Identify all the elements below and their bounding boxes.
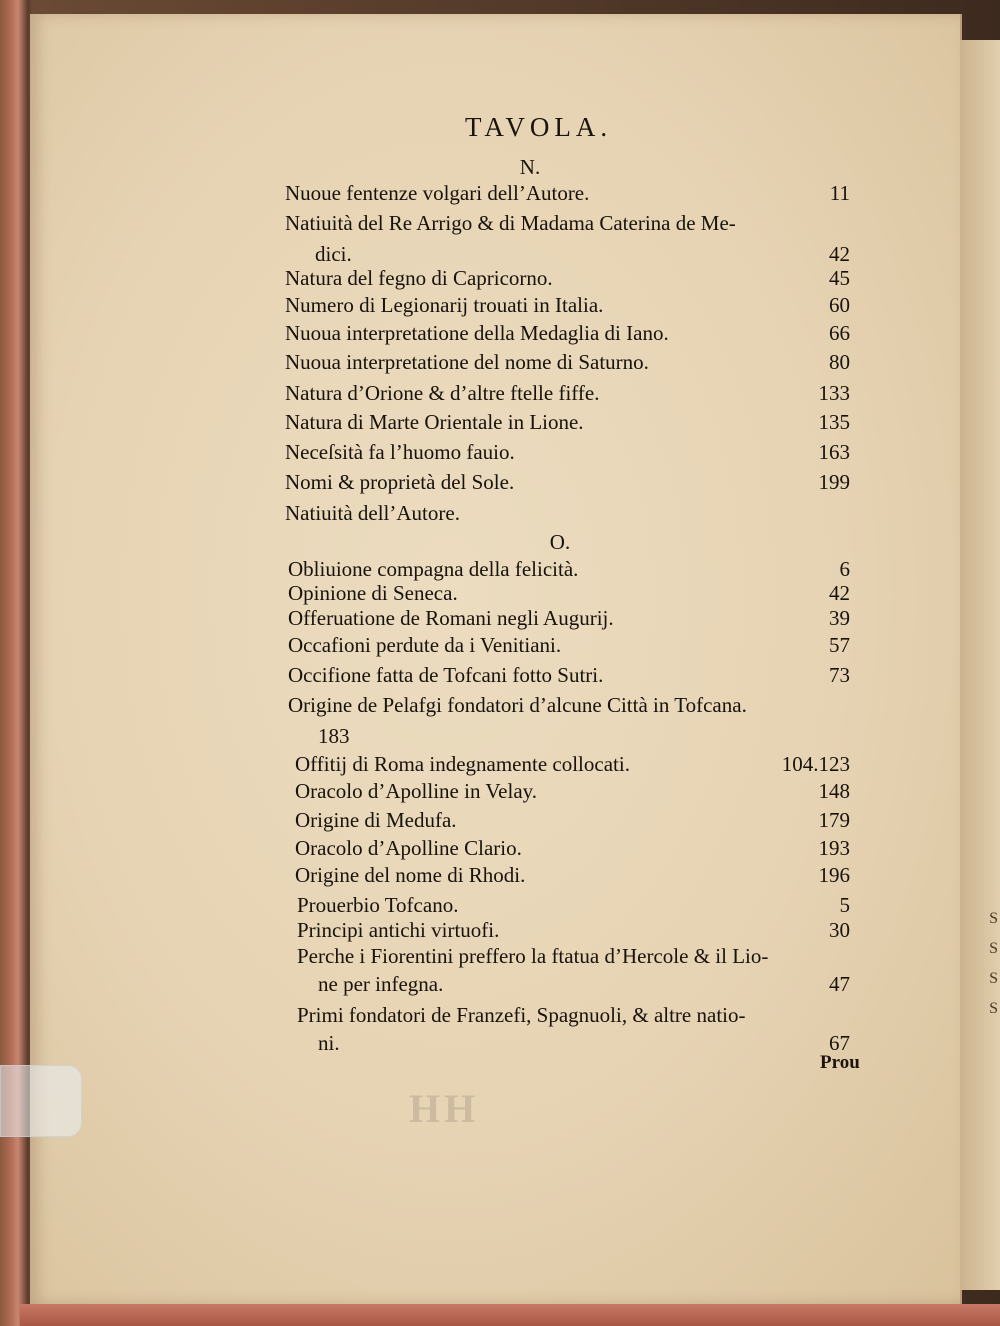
index-entry: Occifione fatta de Tofcani fotto Sutri. 73 (288, 663, 850, 687)
show-through-text: HH (405, 1086, 476, 1131)
index-entry: Natiuità del Re Arrigo & di Madama Caterina de Me- (285, 211, 736, 235)
index-entry: ni. 67 (318, 1031, 850, 1055)
index-entry: Principi antichi virtuofi. 30 (297, 918, 850, 942)
index-entry: ne per infegna. 47 (318, 972, 850, 996)
index-entry: Occafioni perdute da i Venitiani. 57 (288, 633, 850, 657)
index-entry: Nuoua interpretatione della Medaglia di Iano. 66 (285, 321, 850, 345)
index-entry: Primi fondatori de Franzefi, Spagnuoli, & altre natio- (297, 1003, 746, 1027)
index-entry: dici. 42 (315, 242, 850, 266)
page-title: TAVOLA. (465, 112, 613, 142)
index-entry: Numero di Legionarij trouati in Italia. 60 (285, 293, 850, 317)
index-entry: Natura d’Orione & d’altre ftelle fiffe. 133 (285, 381, 850, 405)
strip-letter: S (989, 940, 998, 957)
index-entry: 183 (318, 724, 350, 748)
index-entry: Origine de Pelafgi fondatori d’alcune Città in Tofcana. (288, 693, 747, 717)
index-entry: Perche i Fiorentini preffero la ftatua d’Hercole & il Lio- (297, 944, 769, 968)
index-entry: Prouerbio Tofcano. 5 (297, 893, 850, 917)
index-entry: Opinione di Seneca. 42 (288, 581, 850, 605)
index-entry: Oracolo d’Apolline Clario. 193 (295, 836, 850, 860)
index-entry: Natura del fegno di Capricorno. 45 (285, 266, 850, 290)
index-entry: Nuoue fentenze volgari dell’Autore. 11 (285, 181, 850, 205)
index-entry: Origine di Medufa. 179 (295, 808, 850, 832)
index-entry: Neceſsità fa l’huomo fauio. 163 (285, 440, 850, 464)
strip-letter: S (989, 910, 998, 927)
catchword: Prou (820, 1052, 860, 1073)
index-entry: Origine del nome di Rhodi. 196 (295, 863, 850, 887)
index-entry: Nuoua interpretatione del nome di Saturno. 80 (285, 350, 850, 374)
index-entry: Obliuione compagna della felicità. 6 (288, 557, 850, 581)
book-edge (20, 1304, 1000, 1326)
strip-letter: S (989, 1000, 998, 1017)
section-letter: N. (519, 155, 541, 179)
index-entry: Offitij di Roma indegnamente collocati. 104.123 (295, 752, 850, 776)
section-letter: O. (549, 530, 571, 554)
index-entry: Nomi & proprietà del Sole. 199 (285, 470, 850, 494)
index-entry: Oracolo d’Apolline in Velay. 148 (295, 779, 850, 803)
index-entry: Natiuità dell’Autore. (285, 501, 460, 525)
index-entry: Offeruatione de Romani negli Augurij. 39 (288, 606, 850, 630)
index-entry: Natura di Marte Orientale in Lione. 135 (285, 410, 850, 434)
strip-letter: S (989, 970, 998, 987)
